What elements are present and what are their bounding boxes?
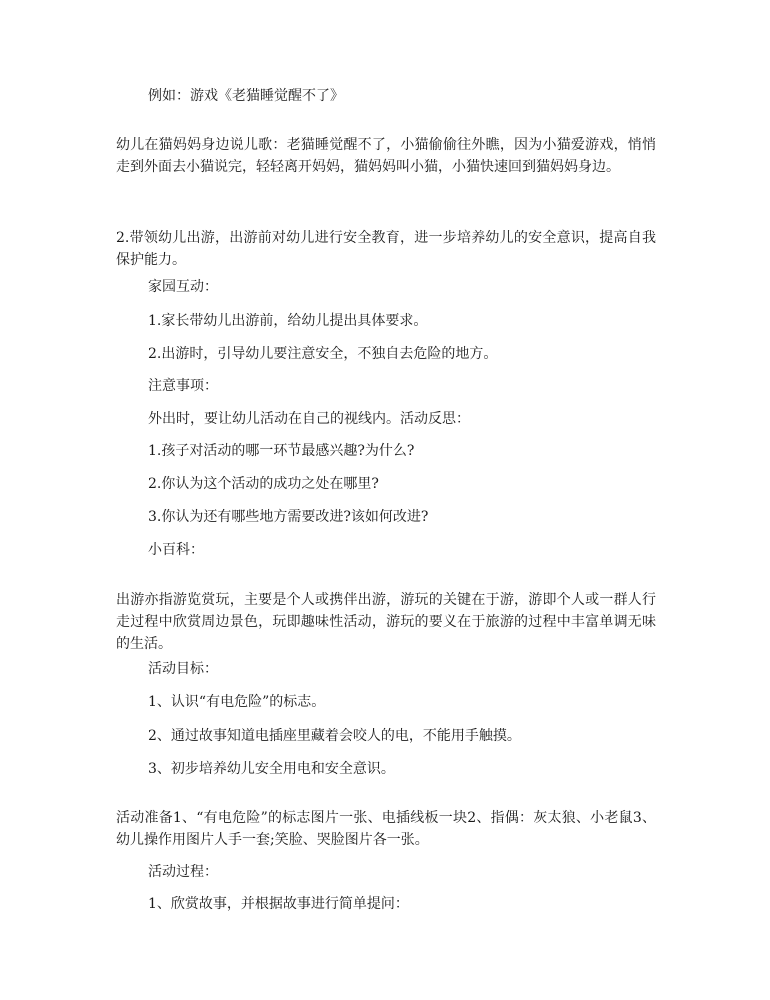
goals-item-1: 1、认识“有电危险”的标志。 [148,694,326,710]
song-paragraph: 幼儿在猫妈妈身边说儿歌：老猫睡觉醒不了，小猫偷偷往外瞧，因为小猫爱游戏，悄悄走到外面去小猫说完，轻轻离开妈妈，猫妈妈叫小猫，小猫快速回到猫妈妈身边。 [116,137,656,175]
outing-paragraph: 2.带领幼儿出游，出游前对幼儿进行安全教育，进一步培养幼儿的安全意识，提高自我保护能力。 [116,230,656,268]
goals-item-2: 2、通过故事知道电插座里藏着会咬人的电，不能用手触摸。 [148,728,521,744]
reflection-item-3: 3.你认为还有哪些地方需要改进?该如何改进? [148,509,429,525]
encyclopedia-paragraph: 出游亦指游览赏玩，主要是个人或携伴出游，游玩的关键在于游，游即个人或一群人行走过程中欣赏周边景色，玩即趣味性活动，游玩的要义在于旅游的过程中丰富单调无味的生活。 [116,592,656,652]
goals-item-3: 3、初步培养幼儿安全用电和安全意识。 [148,761,395,777]
encyclopedia-heading: 小百科： [148,542,204,558]
goals-heading: 活动目标： [148,661,218,677]
notes-heading: 注意事项： [148,378,218,394]
example-title: 例如：游戏《老猫睡觉醒不了》 [148,88,344,104]
reflection-item-1: 1.孩子对活动的哪一环节最感兴趣?为什么? [148,443,415,459]
home-interaction-item-1: 1.家长带幼儿出游前，给幼儿提出具体要求。 [148,313,428,329]
home-interaction-heading: 家园互动： [148,279,218,295]
home-interaction-item-2: 2.出游时，引导幼儿要注意安全，不独自去危险的地方。 [148,346,498,362]
process-heading: 活动过程： [148,864,218,880]
notes-line: 外出时，要让幼儿活动在自己的视线内。活动反思： [148,411,470,427]
reflection-item-2: 2.你认为这个活动的成功之处在哪里? [148,476,379,492]
preparation-paragraph: 活动准备1、“有电危险”的标志图片一张、电插线板一块2、指偶：灰太狼、小老鼠3、幼儿操作用图片人手一套;笑脸、哭脸图片各一张。 [116,810,656,848]
process-item-1: 1、欣赏故事，并根据故事进行简单提问： [148,896,409,912]
